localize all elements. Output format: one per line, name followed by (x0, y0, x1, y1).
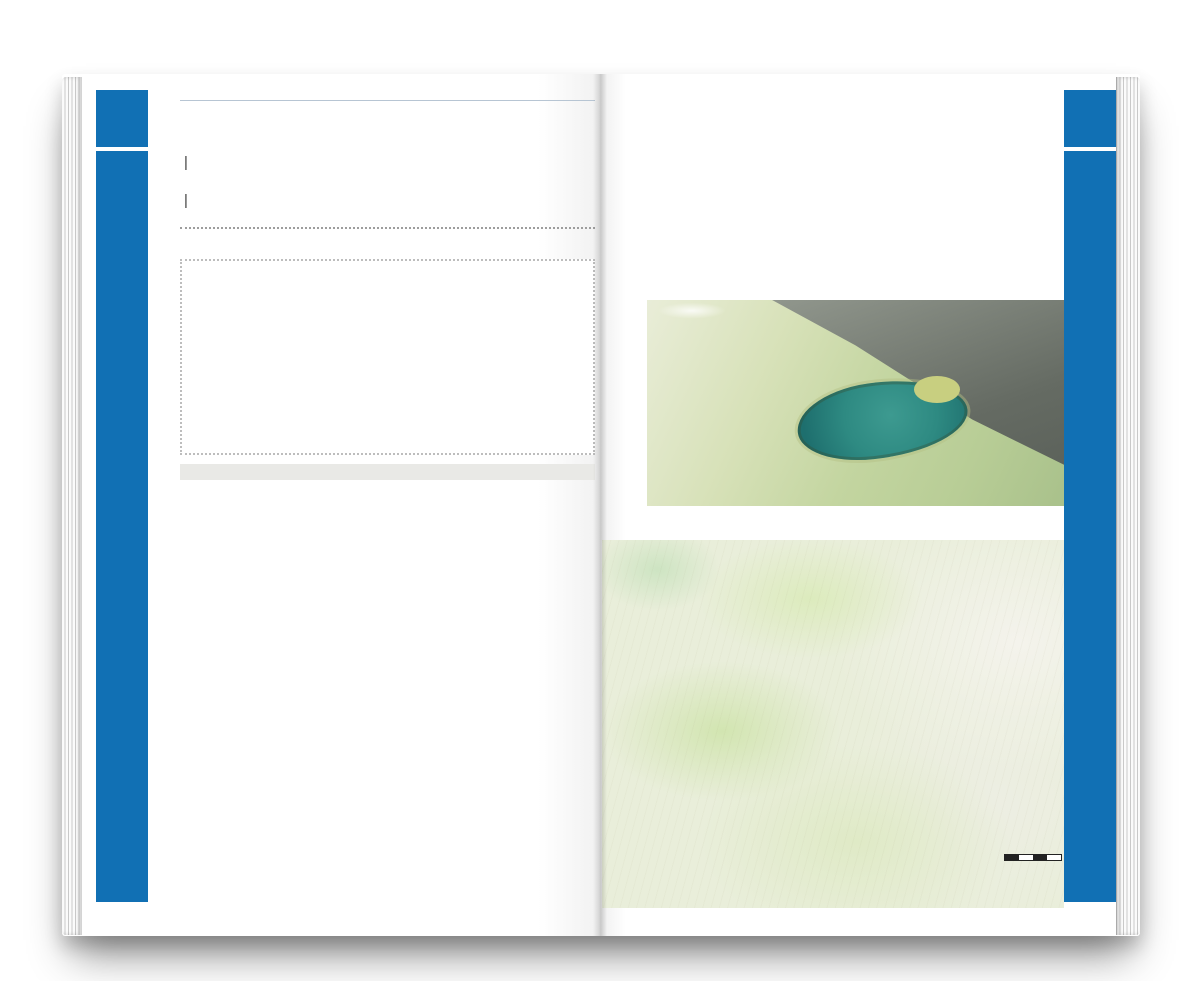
elevation-profile-chart (180, 259, 595, 455)
herzsee-photo (647, 300, 1064, 506)
tour-stats-row (180, 112, 595, 142)
tour-number-badge-left (96, 90, 148, 151)
tour-info: | | (184, 155, 188, 210)
page-stack-edge-left (62, 77, 82, 935)
page-left (82, 74, 600, 936)
map-scale-bar (1004, 854, 1062, 861)
contour-texture (602, 540, 1064, 908)
title-divider (180, 100, 595, 101)
page-stack-edge-right (1116, 77, 1140, 935)
waypoint-legend (180, 464, 595, 480)
tour-sidebar-right (1064, 90, 1116, 902)
tour-sidebar-left (96, 90, 148, 902)
topo-map (602, 540, 1064, 908)
guidebook (62, 74, 1140, 936)
amenity-icons-left (96, 151, 148, 227)
lake-shore (914, 376, 960, 403)
tour-number-badge-right (1064, 90, 1116, 151)
dotted-divider (180, 227, 595, 229)
amenity-icons-right (1064, 151, 1116, 227)
page-right (600, 74, 1116, 936)
tour-content (180, 74, 595, 480)
